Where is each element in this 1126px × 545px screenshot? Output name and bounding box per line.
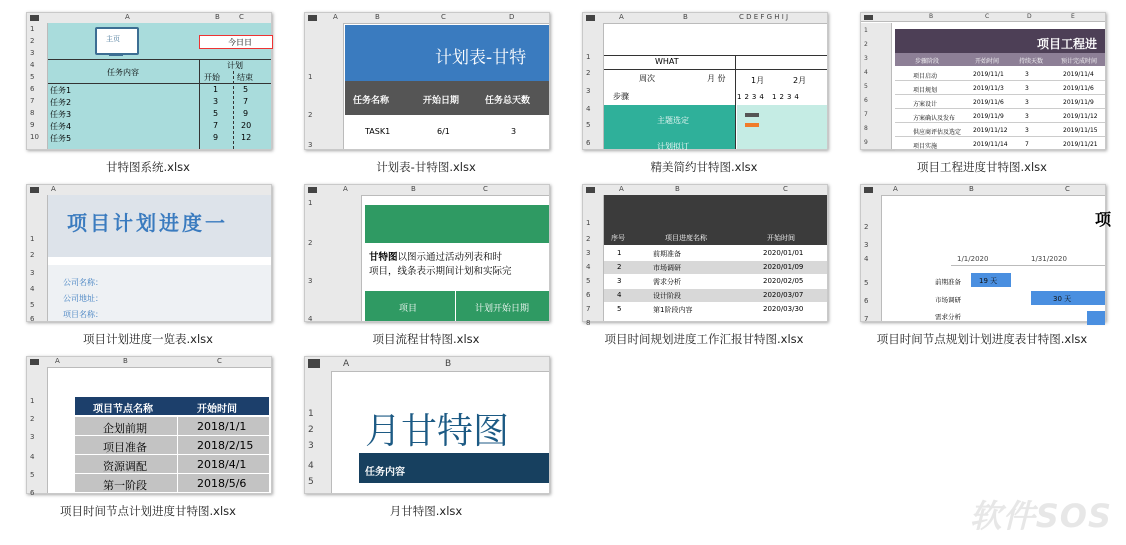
file-name[interactable]: 精美简约甘特图.xlsx — [650, 160, 758, 174]
file-name[interactable]: 项目时间节点计划进度甘特图.xlsx — [60, 504, 236, 518]
home-icon[interactable]: 主页 — [95, 27, 139, 55]
file-thumbnail[interactable]: A B C 1 2 3 4 5 6 项目节点名称 开始时间 企划前期 2018/1/1 项目准备 2018/2/15 资源调配 2018/4/1 第一阶段 2018/5/6 — [26, 356, 272, 494]
file-name[interactable]: 甘特图系统.xlsx — [106, 160, 190, 174]
date-box: 今日日 — [199, 35, 273, 49]
file-thumbnail[interactable]: A B C 2 3 4 5 6 7 项 1/1/2020 1/31/2020 前期准备 19 天 市场调研 30 天 需求分析 — [860, 184, 1106, 322]
file-thumbnail[interactable]: B C D E 1 2 3 4 5 6 7 8 9 项目工程进 步骤阶段 开始时间 持续天数 预计完成时间 项目启动 2019/11/1 3 2019/11/4 项目规划 2019/11/3 3 2019/11/6 方案设计 2019/11/6 3 2019/11/9 方案确认及发布 2019/11/9 3 2019/11/12 供应商评估及选定 2019/11/12 3 2019/11/15 项目实施 2019/11/14 7 2019/11/21 — [860, 12, 1106, 150]
file-thumbnail[interactable]: A B C 1 2 3 4 5 6 7 8 9 10 主页 今日日 任务内容 计划 开始 结束 任务1 1 5 任务2 3 7 任务3 5 9 任务4 7 20 任务5 9 12 — [26, 12, 272, 150]
file-thumbnail[interactable]: A B 1 2 3 4 5 月甘特图 任务内容 — [304, 356, 550, 494]
file-thumbnail[interactable]: A B C 1 2 3 4 5 6 7 8 序号 项目进度名称 开始时间 1 前期准备 2020/01/01 2 市场调研 2020/01/09 3 需求分析 2020/02/05 4 设计阶段 2020/03/07 5 第1阶段内容 2020/03/30 — [582, 184, 828, 322]
file-thumbnail[interactable]: A B C 1 2 3 4 甘特图以图示通过活动列表和时 项目，线条表示期间计划和实际完 项目 计划开始日期 — [304, 184, 550, 322]
file-name[interactable]: 月甘特图.xlsx — [389, 504, 463, 518]
file-name[interactable]: 计划表-甘特图.xlsx — [376, 160, 476, 174]
file-name[interactable]: 项目流程甘特图.xlsx — [372, 332, 480, 346]
file-thumbnail[interactable]: A B C D 1 2 3 计划表-甘特 任务名称 开始日期 任务总天数 TASK1 6/1 3 — [304, 12, 550, 150]
file-thumbnail[interactable]: A B C D E F G H I J 1 2 3 4 5 6 WHAT 周次 月 份 步骤 1月 2月 1234 1234 主题选定 计划拟订 — [582, 12, 828, 150]
file-name[interactable]: 项目计划进度一览表.xlsx — [83, 332, 213, 346]
file-name[interactable]: 项目时间规划进度工作汇报甘特图.xlsx — [604, 332, 804, 346]
file-name[interactable]: 项目工程进度甘特图.xlsx — [917, 160, 1047, 174]
watermark: 软件SOS — [969, 497, 1112, 535]
file-name[interactable]: 项目时间节点规划计划进度表甘特图.xlsx — [876, 332, 1088, 346]
file-thumbnail[interactable]: A 1 2 3 4 5 6 项目计划进度一 公司名称： 公司地址： 项目名称： — [26, 184, 272, 322]
